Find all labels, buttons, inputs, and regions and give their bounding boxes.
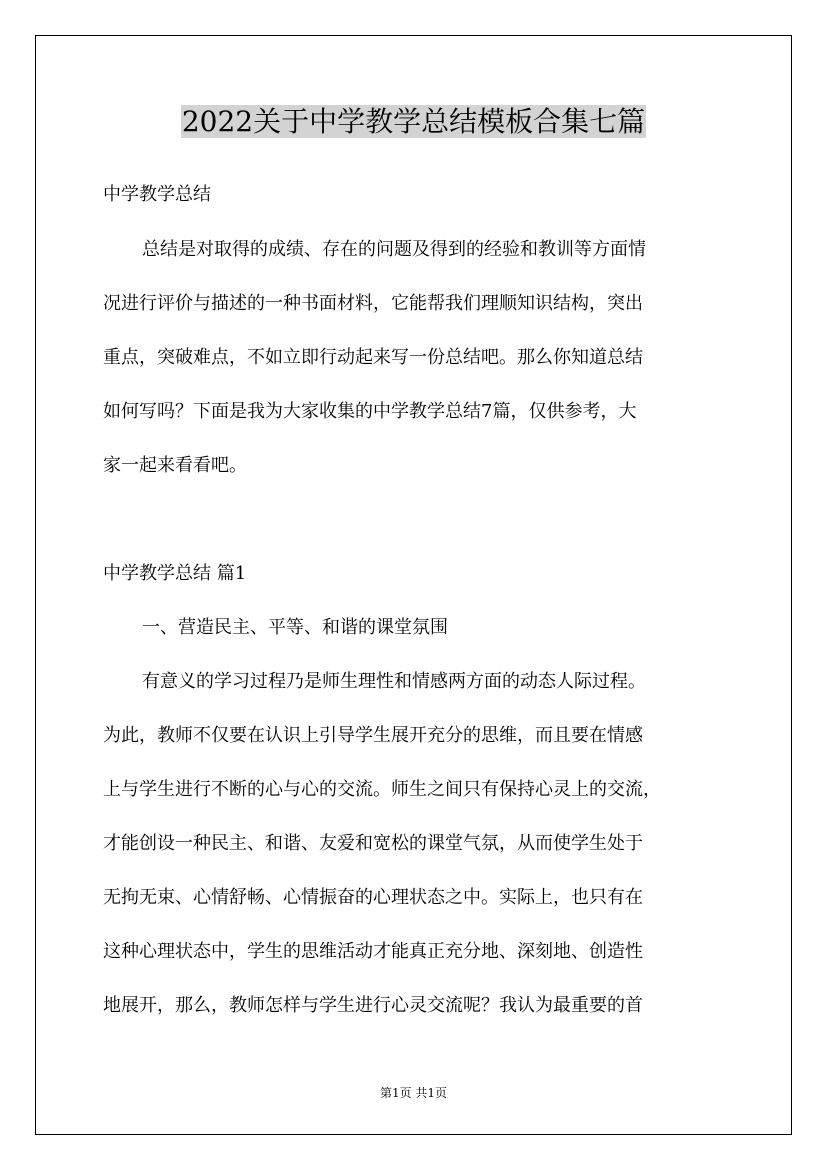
section-heading: 中学教学总结 篇1 — [103, 563, 247, 584]
subheading: 一、营造民主、平等、和谐的课堂氛围 — [142, 617, 448, 638]
intro-heading: 中学教学总结 — [103, 184, 211, 205]
page-footer: 第1页 共1页 — [379, 1086, 448, 1100]
paragraph-line: 才能创设一种民主、和谐、友爱和宽松的课堂气氛，从而使学生处于 — [103, 833, 643, 854]
paragraph-line: 重点，突破难点，不如立即行动起来写一份总结吧。那么你知道总结 — [103, 347, 643, 368]
document-title: 2022关于中学教学总结模板合集七篇 — [181, 105, 646, 138]
paragraph-line: 为此，教师不仅要在认识上引导学生展开充分的思维，而且要在情感 — [103, 725, 643, 746]
paragraph-line: 上与学生进行不断的心与心的交流。师生之间只有保持心灵上的交流， — [103, 779, 661, 800]
paragraph-line: 地展开，那么，教师怎样与学生进行心灵交流呢？我认为最重要的首 — [103, 995, 643, 1016]
paragraph-line: 总结是对取得的成绩、存在的问题及得到的经验和教训等方面情 — [142, 239, 646, 260]
paragraph-line: 无拘无束、心情舒畅、心情振奋的心理状态之中。实际上，也只有在 — [103, 887, 643, 908]
paragraph-line: 况进行评价与描述的一种书面材料，它能帮我们理顺知识结构，突出 — [103, 293, 643, 314]
paragraph-line: 家一起来看看吧。 — [103, 455, 247, 476]
paragraph-line: 这种心理状态中，学生的思维活动才能真正充分地、深刻地、创造性 — [103, 941, 643, 962]
paragraph-line: 如何写吗？下面是我为大家收集的中学教学总结7篇，仅供参考，大 — [103, 401, 637, 422]
paragraph-line: 有意义的学习过程乃是师生理性和情感两方面的动态人际过程。 — [142, 671, 646, 692]
